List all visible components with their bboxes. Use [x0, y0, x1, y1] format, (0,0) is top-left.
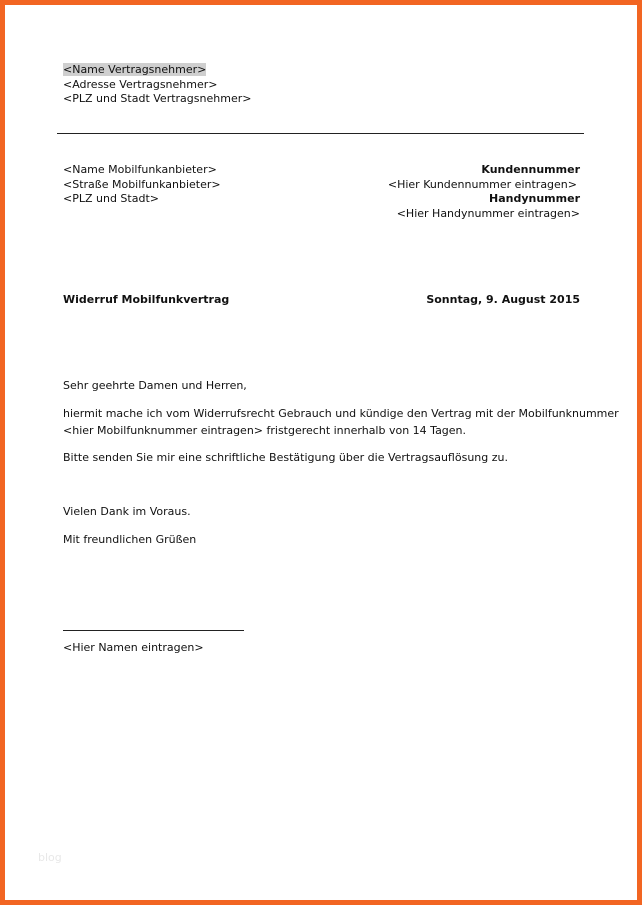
sender-name: <Name Vertragsnehmer>: [63, 63, 207, 76]
sender-city: <PLZ und Stadt Vertragsnehmer>: [63, 92, 252, 105]
watermark-text: blog: [38, 851, 62, 864]
recipient-name: <Name Mobilfunkanbieter>: [63, 163, 217, 176]
sender-address-block: [63, 63, 251, 107]
phone-number-label: Handynummer: [489, 192, 580, 205]
letter-subject: Widerruf Mobilfunkvertrag: [63, 293, 230, 306]
customer-number-label: Kundennummer: [481, 163, 580, 176]
phone-number-value: <Hier Handynummer eintragen>: [396, 206, 580, 220]
body-paragraph-2: Bitte senden Sie mir eine schriftliche Bestätigung über die Vertragsauflösung zu.: [63, 451, 508, 464]
recipient-city: <PLZ und Stadt>: [63, 192, 159, 205]
letter-date: Sonntag, 9. August 2015: [426, 293, 580, 306]
customer-number-value: <Hier Kundennummer eintragen>: [387, 177, 577, 191]
body-paragraph-1: [63, 407, 619, 438]
closing-line: Mit freundlichen Grüßen: [63, 533, 197, 546]
body-paragraph-1-line-1: hiermit mache ich vom Widerrufsrecht Gebrauch und kündige den Vertrag mit der Mobilfunknummer: [63, 407, 619, 420]
signature-line: [63, 630, 244, 631]
sender-address: <Adresse Vertragsnehmer>: [63, 77, 218, 91]
recipient-address-block: [63, 163, 221, 207]
customer-info-block: [388, 163, 580, 221]
signature-name: <Hier Namen eintragen>: [63, 641, 204, 654]
body-paragraph-1-line-2: <hier Mobilfunknummer eintragen> fristgerecht innerhalb von 14 Tagen.: [63, 423, 467, 437]
header-separator: [57, 133, 584, 134]
salutation: Sehr geehrte Damen und Herren,: [63, 379, 247, 392]
recipient-street: <Straße Mobilfunkanbieter>: [63, 177, 221, 191]
thanks-line: Vielen Dank im Voraus.: [63, 505, 191, 518]
